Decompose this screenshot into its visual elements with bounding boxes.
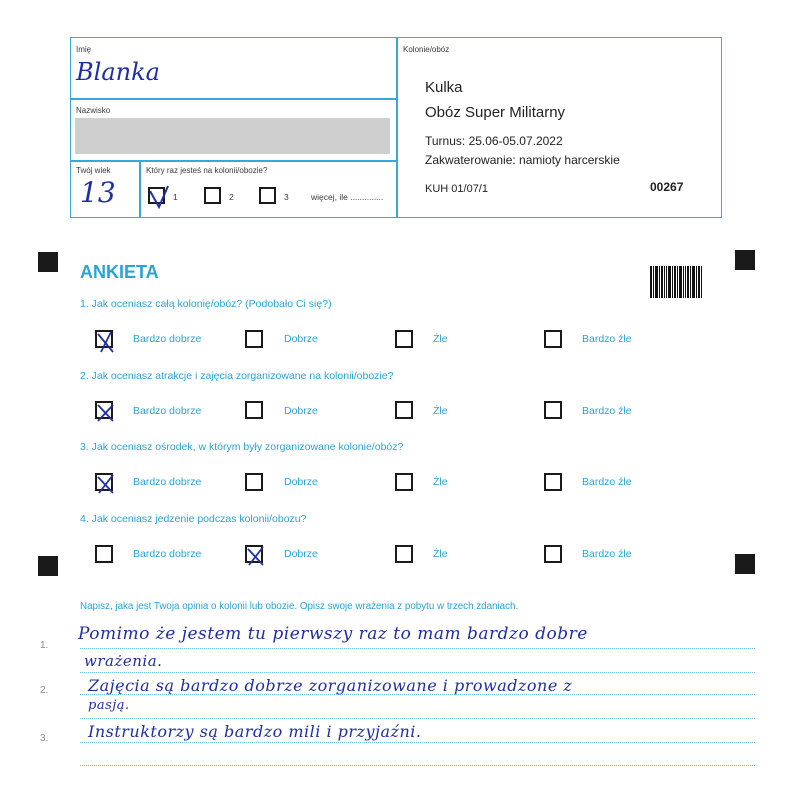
q3-option-bardzo-dobrze: Bardzo dobrze xyxy=(133,476,202,488)
times-checkbox-2[interactable] xyxy=(204,187,221,204)
q1-option-dobrze: Dobrze xyxy=(284,333,318,345)
turnus: Turnus: 25.06-05.07.2022 xyxy=(425,134,563,148)
writing-line-2b xyxy=(80,718,755,719)
survey-title: ANKIETA xyxy=(80,262,159,282)
question-3: 3. Jak oceniasz ośrodek, w którym były zorganizowane kolonie/obóz? xyxy=(80,441,404,453)
q4-checkbox-bardzo-dobrze[interactable] xyxy=(95,545,113,563)
form-number: 00267 xyxy=(650,180,684,194)
q2-option-bardzo-dobrze: Bardzo dobrze xyxy=(133,405,202,417)
q1-checkbox-zle[interactable] xyxy=(395,330,413,348)
writing-line-1b xyxy=(80,672,755,673)
q1-option-bardzo-zle: Bardzo źle xyxy=(582,333,632,345)
q2-option-dobrze: Dobrze xyxy=(284,405,318,417)
nazwisko-label: Nazwisko xyxy=(76,106,111,115)
check-mark-icon xyxy=(93,469,119,497)
q1-checkbox-dobrze[interactable] xyxy=(245,330,263,348)
q2-checkbox-bardzo-dobrze[interactable] xyxy=(95,401,113,419)
barcode xyxy=(650,266,706,298)
wiek-value[interactable]: 13 xyxy=(80,176,116,209)
q2-checkbox-dobrze[interactable] xyxy=(245,401,263,419)
times-option-1: 1 xyxy=(173,192,178,202)
imie-label: Imię xyxy=(76,45,92,54)
opinion-line-2-cont[interactable]: pasją. xyxy=(88,698,130,713)
q3-checkbox-bardzo-dobrze[interactable] xyxy=(95,473,113,491)
q1-checkbox-bardzo-zle[interactable] xyxy=(544,330,562,348)
q2-checkbox-zle[interactable] xyxy=(395,401,413,419)
q1-option-zle: Źle xyxy=(433,333,448,345)
q4-checkbox-bardzo-zle[interactable] xyxy=(544,545,562,563)
question-4: 4. Jak oceniasz jedzenie podczas kolonii/obozu? xyxy=(80,513,307,525)
q2-option-bardzo-zle: Bardzo źle xyxy=(582,405,632,417)
q1-option-bardzo-dobrze: Bardzo dobrze xyxy=(133,333,202,345)
q1-checkbox-bardzo-dobrze[interactable] xyxy=(95,330,113,348)
question-1: 1. Jak oceniasz całą kolonię/obóz? (Podobało Ci się?) xyxy=(80,298,332,310)
kolonia-label: Kolonie/obóz xyxy=(403,45,450,54)
q4-option-bardzo-dobrze: Bardzo dobrze xyxy=(133,548,202,560)
registration-marker-top-right xyxy=(735,250,755,270)
times-checkbox-3[interactable] xyxy=(259,187,276,204)
zakwaterowanie: Zakwaterowanie: namioty harcerskie xyxy=(425,153,620,167)
registration-marker-top-left xyxy=(38,252,58,272)
q3-checkbox-dobrze[interactable] xyxy=(245,473,263,491)
registration-marker-bottom-left xyxy=(38,556,58,576)
q2-option-zle: Źle xyxy=(433,405,448,417)
q3-checkbox-zle[interactable] xyxy=(395,473,413,491)
header-divider-age xyxy=(139,160,141,218)
check-mark-icon xyxy=(93,326,119,354)
header-divider-h2 xyxy=(70,160,397,162)
times-checkbox-1[interactable] xyxy=(148,187,165,204)
header-divider-vertical xyxy=(396,37,398,218)
opinion-line-2[interactable]: Zajęcia są bardzo dobrze zorganizowane i prowadzone z xyxy=(88,676,573,695)
q2-checkbox-bardzo-zle[interactable] xyxy=(544,401,562,419)
line-number-3: 3. xyxy=(40,733,49,744)
camp-code: KUH 01/07/1 xyxy=(425,183,488,195)
q4-option-zle: Źle xyxy=(433,548,448,560)
q3-checkbox-bardzo-zle[interactable] xyxy=(544,473,562,491)
registration-marker-bottom-right xyxy=(735,554,755,574)
check-mark-icon xyxy=(93,397,119,425)
opinion-line-1[interactable]: Pomimo że jestem tu pierwszy raz to mam bardzo dobre xyxy=(78,624,588,644)
q4-option-bardzo-zle: Bardzo źle xyxy=(582,548,632,560)
check-mark-icon xyxy=(146,183,172,211)
q3-option-zle: Źle xyxy=(433,476,448,488)
writing-line-3a xyxy=(80,742,755,743)
opinion-prompt: Napisz, jaka jest Twoja opinia o kolonii lub obozie. Opisz swoje wrażenia z pobytu w trzech zdaniach. xyxy=(80,601,519,612)
writing-line-1a xyxy=(80,648,755,649)
writing-line-3b xyxy=(80,765,755,766)
q3-option-dobrze: Dobrze xyxy=(284,476,318,488)
ktory-raz-label: Który raz jesteś na kolonii/obozie? xyxy=(146,166,268,175)
opinion-line-1-cont[interactable]: wrażenia. xyxy=(84,652,163,670)
question-2: 2. Jak oceniasz atrakcje i zajęcia zorganizowane na kolonii/obozie? xyxy=(80,370,394,382)
line-number-2: 2. xyxy=(40,685,49,696)
q4-option-dobrze: Dobrze xyxy=(284,548,318,560)
imie-value[interactable]: Blanka xyxy=(76,58,160,86)
line-number-1: 1. xyxy=(40,640,49,651)
opinion-line-3[interactable]: Instruktorzy są bardzo mili i przyjaźni. xyxy=(88,722,422,741)
times-option-2: 2 xyxy=(229,192,234,202)
times-more-label: więcej, ile .............. xyxy=(311,192,384,202)
times-option-3: 3 xyxy=(284,192,289,202)
camp-name-2: Obóz Super Militarny xyxy=(425,104,566,121)
camp-name-1: Kulka xyxy=(425,79,463,96)
q3-option-bardzo-zle: Bardzo źle xyxy=(582,476,632,488)
header-divider-h1 xyxy=(70,98,397,100)
q4-checkbox-dobrze[interactable] xyxy=(245,545,263,563)
q4-checkbox-zle[interactable] xyxy=(395,545,413,563)
check-mark-icon xyxy=(243,541,269,569)
nazwisko-redacted xyxy=(75,118,390,154)
wiek-label: Twój wiek xyxy=(76,166,111,175)
